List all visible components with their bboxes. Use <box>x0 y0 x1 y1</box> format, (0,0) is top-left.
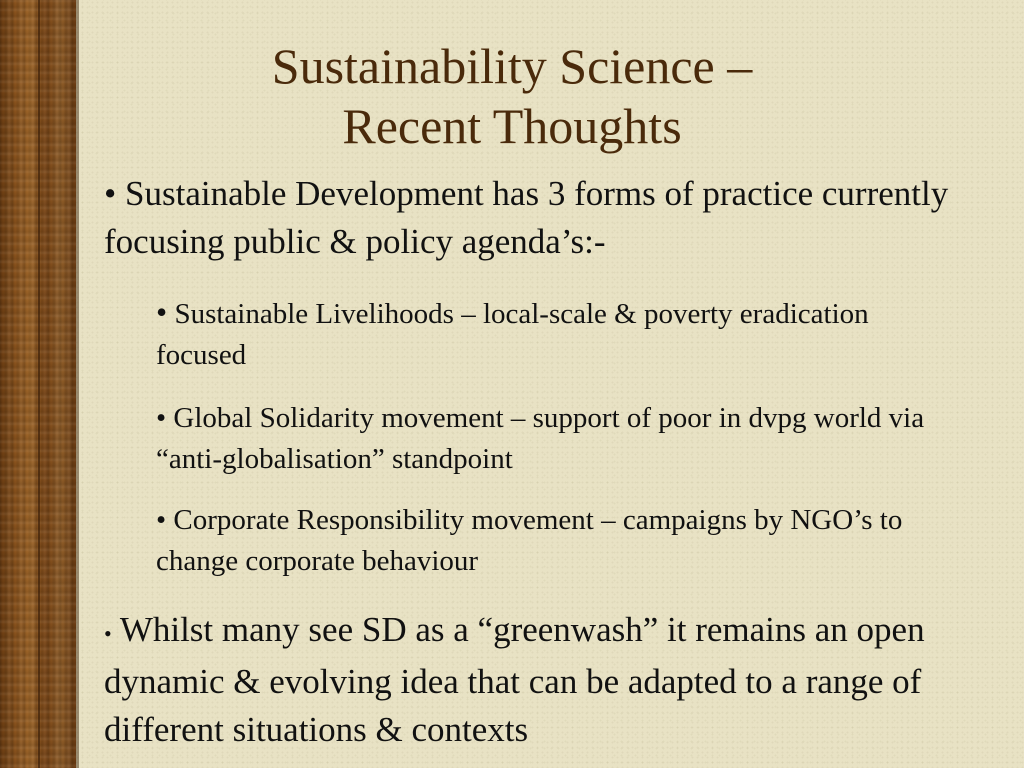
title-line-2: Recent Thoughts <box>342 98 682 154</box>
bullet-text: Sustainable Livelihoods – local-scale & poverty eradication focused <box>156 298 869 371</box>
bullet-text: Whilst many see SD as a “greenwash” it remains an open dynamic & evolving idea that can be adapted to a range of different situations & contexts <box>104 610 925 749</box>
bullet-sustainable-development <box>104 170 984 266</box>
bullet-text: Corporate Responsibility movement – campaigns by NGO’s to change corporate behaviour <box>156 504 903 577</box>
title-line-1: Sustainability Science – <box>271 38 753 94</box>
bullet-marker: • <box>104 621 112 646</box>
bullet-marker: • <box>104 174 117 213</box>
bullet-greenwash <box>104 606 1004 754</box>
wood-edge <box>76 0 79 768</box>
bullet-marker: • <box>156 402 167 434</box>
bullet-text: Sustainable Development has 3 forms of practice currently focusing public & policy agenda’s:- <box>104 174 949 261</box>
bullet-marker: • <box>156 294 168 330</box>
wood-divider <box>38 0 40 768</box>
bullet-global-solidarity <box>156 398 956 480</box>
bullet-text: Global Solidarity movement – support of poor in dvpg world via “anti-globalisation” standpoint <box>156 402 925 475</box>
bullet-corporate-responsibility <box>156 500 956 582</box>
slide-title <box>120 36 904 156</box>
bullet-marker: • <box>156 504 167 536</box>
bullet-sustainable-livelihoods <box>156 292 956 376</box>
